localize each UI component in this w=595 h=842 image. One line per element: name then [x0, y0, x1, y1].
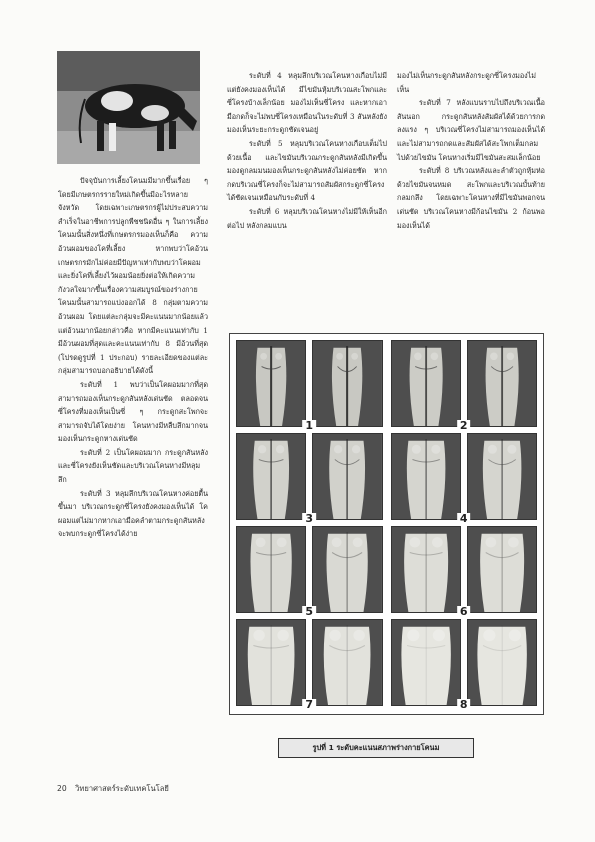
score-6-continued: มองไม่เห็นกระดูกสันหลังกระดูกซี่โครงมองไม่เห็น	[397, 71, 536, 94]
cow-side-view	[467, 433, 537, 520]
journal-name: วิทยาศาสตร์ระดับเทคโนโลยี	[75, 784, 169, 793]
score-5-paragraph: ระดับที่ 5 หลุมบริเวณโคนหางเกือบเต็มไปด้วยเนื้อ และไขมันบริเวณกระดูกสันหลังมีเกิดขึ้นมองดูกลมมนมองเห็นกระดูกสันหลังไม่ค่อยชัด หากกดบริเวณซี่โครงก็จะไม่สามารถสัมผัสกระดูกซี่โครงได้ชัดเจนเหมือนกับระดับที่ 4	[227, 138, 387, 203]
figure-caption: รูปที่ 1 ระดับคะแนนสภาพร่างกายโคนม	[278, 738, 474, 758]
cow-image-grid	[236, 340, 537, 711]
cow-side-view	[467, 619, 537, 706]
score-2-paragraph: ระดับที่ 2 เป็นโคผอมมาก กระดูกสันหลังและซี่โครงยังเห็นชัดและบริเวณโคนหางมีหลุมลึก	[58, 447, 208, 485]
score-8-paragraph: ระดับที่ 8 บริเวณหลังและลำตัวถูกหุ้มห่อด้วยไขมันจนหมด สะโพกและบริเวณบั้นท้ายกลมกลึง โดยเฉพาะโคนหางที่มีไขมันพอกจนเด่นชัด บริเวณโคนหางมีก้อนไขมัน 2 ก้อนพอมองเห็นได้	[397, 166, 545, 230]
cow-side-view	[312, 433, 382, 520]
body-condition-figure	[229, 333, 544, 715]
cow-rear-view	[236, 619, 306, 706]
score-label-1: 1	[302, 420, 316, 431]
article-column-2	[227, 69, 387, 232]
score-pair-4	[391, 433, 538, 525]
score-pair-1	[236, 340, 383, 432]
cow-side-view	[467, 526, 537, 613]
score-label-6: 6	[457, 606, 471, 617]
score-3-paragraph: ระดับที่ 3 หลุมลึกบริเวณโคนหางค่อยตื้นขึ้นมา บริเวณกระดูกซี่โครงยังคงมองเห็นได้ โคผอมแต่ไม่มากหากเอามือคลำตามกระดูกสันหลังจะพบกระดูกซี่โครงได้ง่าย	[58, 488, 208, 539]
score-7-paragraph: ระดับที่ 7 หลังแบนราบไปถึงบริเวณเนื้อสันนอก กระดูกสันหลังสัมผัสได้ด้วยการกดลงแรง ๆ บริเวณซี่โครงไม่สามารถมองเห็นได้ และไม่สามารถกดและสัมผัสได้สะโพกเต็มกลมไปด้วยไขมัน โคนหางเริ่มมีไขมันสะสมเล็กน้อย	[397, 98, 545, 162]
cow-rear-view	[391, 526, 461, 613]
cow-rear-view	[236, 526, 306, 613]
score-pair-5	[236, 526, 383, 618]
score-label-5: 5	[302, 606, 316, 617]
score-label-2: 2	[457, 420, 471, 431]
score-label-3: 3	[302, 513, 316, 524]
intro-paragraph: ปัจจุบันการเลี้ยงโคนมมีมากขึ้นเรื่อย ๆ โดยมีเกษตรกรรายใหม่เกิดขึ้นมีอะไรหลายจังหวัด โดยเฉพาะเกษตรกรผู้ไม่ประสบความสำเร็จในอาชีพการปลูกพืชชนิดอื่น ๆ ในการเลี้ยงโคนมนั้นสิ่งหนึ่งที่เกษตรกรมองเห็นก็คือ ความอ้วนผอมของโคที่เลี้ยง หากพบว่าโคอ้วนเกษตรกรมักไม่ค่อยมีปัญหาเท่ากับพบว่าโคผอม และยิ่งโคที่เลี้ยงไว้ผอมน้อยยิ่งต่อให้เกิดความกังวลใจมากขึ้นเรื่องความสมบูรณ์ของร่างกายโคนมนั้นสามารถแบ่งออกได้ 8 กลุ่มตามความอ้วนผอม โดยแต่ละกลุ่มจะมีคะแนนมากน้อยแล้วแต่อ้วนมากน้อยกล่าวคือ หากมีคะแนนเท่ากับ 1 มีอ้วนผอมที่สุดและคะแนนเท่ากับ 8 มีอ้วนที่สุด (โปรดดูรูปที่ 1 ประกอบ) รายละเอียดของแต่ละกลุ่มสามารถบอกอธิบายได้ดังนี้	[58, 176, 208, 376]
cow-side-view	[467, 340, 537, 427]
score-pair-8	[391, 619, 538, 711]
article-column-1	[58, 174, 208, 541]
cow-rear-view	[391, 433, 461, 520]
cow-rear-view	[236, 340, 306, 427]
score-pair-3	[236, 433, 383, 525]
cow-side-view	[312, 340, 382, 427]
score-pair-2	[391, 340, 538, 432]
score-label-4: 4	[457, 513, 471, 524]
score-label-8: 8	[457, 699, 471, 710]
score-pair-7	[236, 619, 383, 711]
score-6-paragraph: ระดับที่ 6 หลุมบริเวณโคนหางไม่มีให้เห็นอีกต่อไป หลังกลมแบน	[227, 206, 387, 230]
cow-rear-view	[391, 340, 461, 427]
cow-side-view	[312, 619, 382, 706]
score-label-7: 7	[302, 699, 316, 710]
score-1-paragraph: ระดับที่ 1 พบว่าเป็นโคผอมมากที่สุด สามารถมองเห็นกระดูกสันหลังเด่นชัด ตลอดจนซี่โครงที่มองเห็นเป็นซี่ ๆ กระดูกสะโพกจะสามารถจับได้โดยง่าย โคนหางมีหลืบลึกมากจนมองเห็นกระดูกหางเด่นชัด	[58, 379, 208, 444]
cow-rear-view	[236, 433, 306, 520]
cow-photo	[57, 51, 200, 164]
cow-rear-view	[391, 619, 461, 706]
article-column-3	[397, 69, 545, 232]
cow-side-view	[312, 526, 382, 613]
score-4-paragraph: ระดับที่ 4 หลุมลึกบริเวณโคนหางเกือบไม่มีแต่ยังคงมองเห็นได้ มีไขมันหุ้มบริเวณสะโพกและซี่โครงบ้างเล็กน้อย มองไม่เห็นซี่โครง และหากเอามือกดก็จะไม่พบซี่โครงเหมือนในระดับที่ 3 สันหลังยังมองเห็นระยะกระดูกชัดเจนอยู่	[227, 71, 387, 135]
score-pair-6	[391, 526, 538, 618]
page-number: 20	[57, 784, 67, 793]
page-footer	[57, 783, 169, 795]
